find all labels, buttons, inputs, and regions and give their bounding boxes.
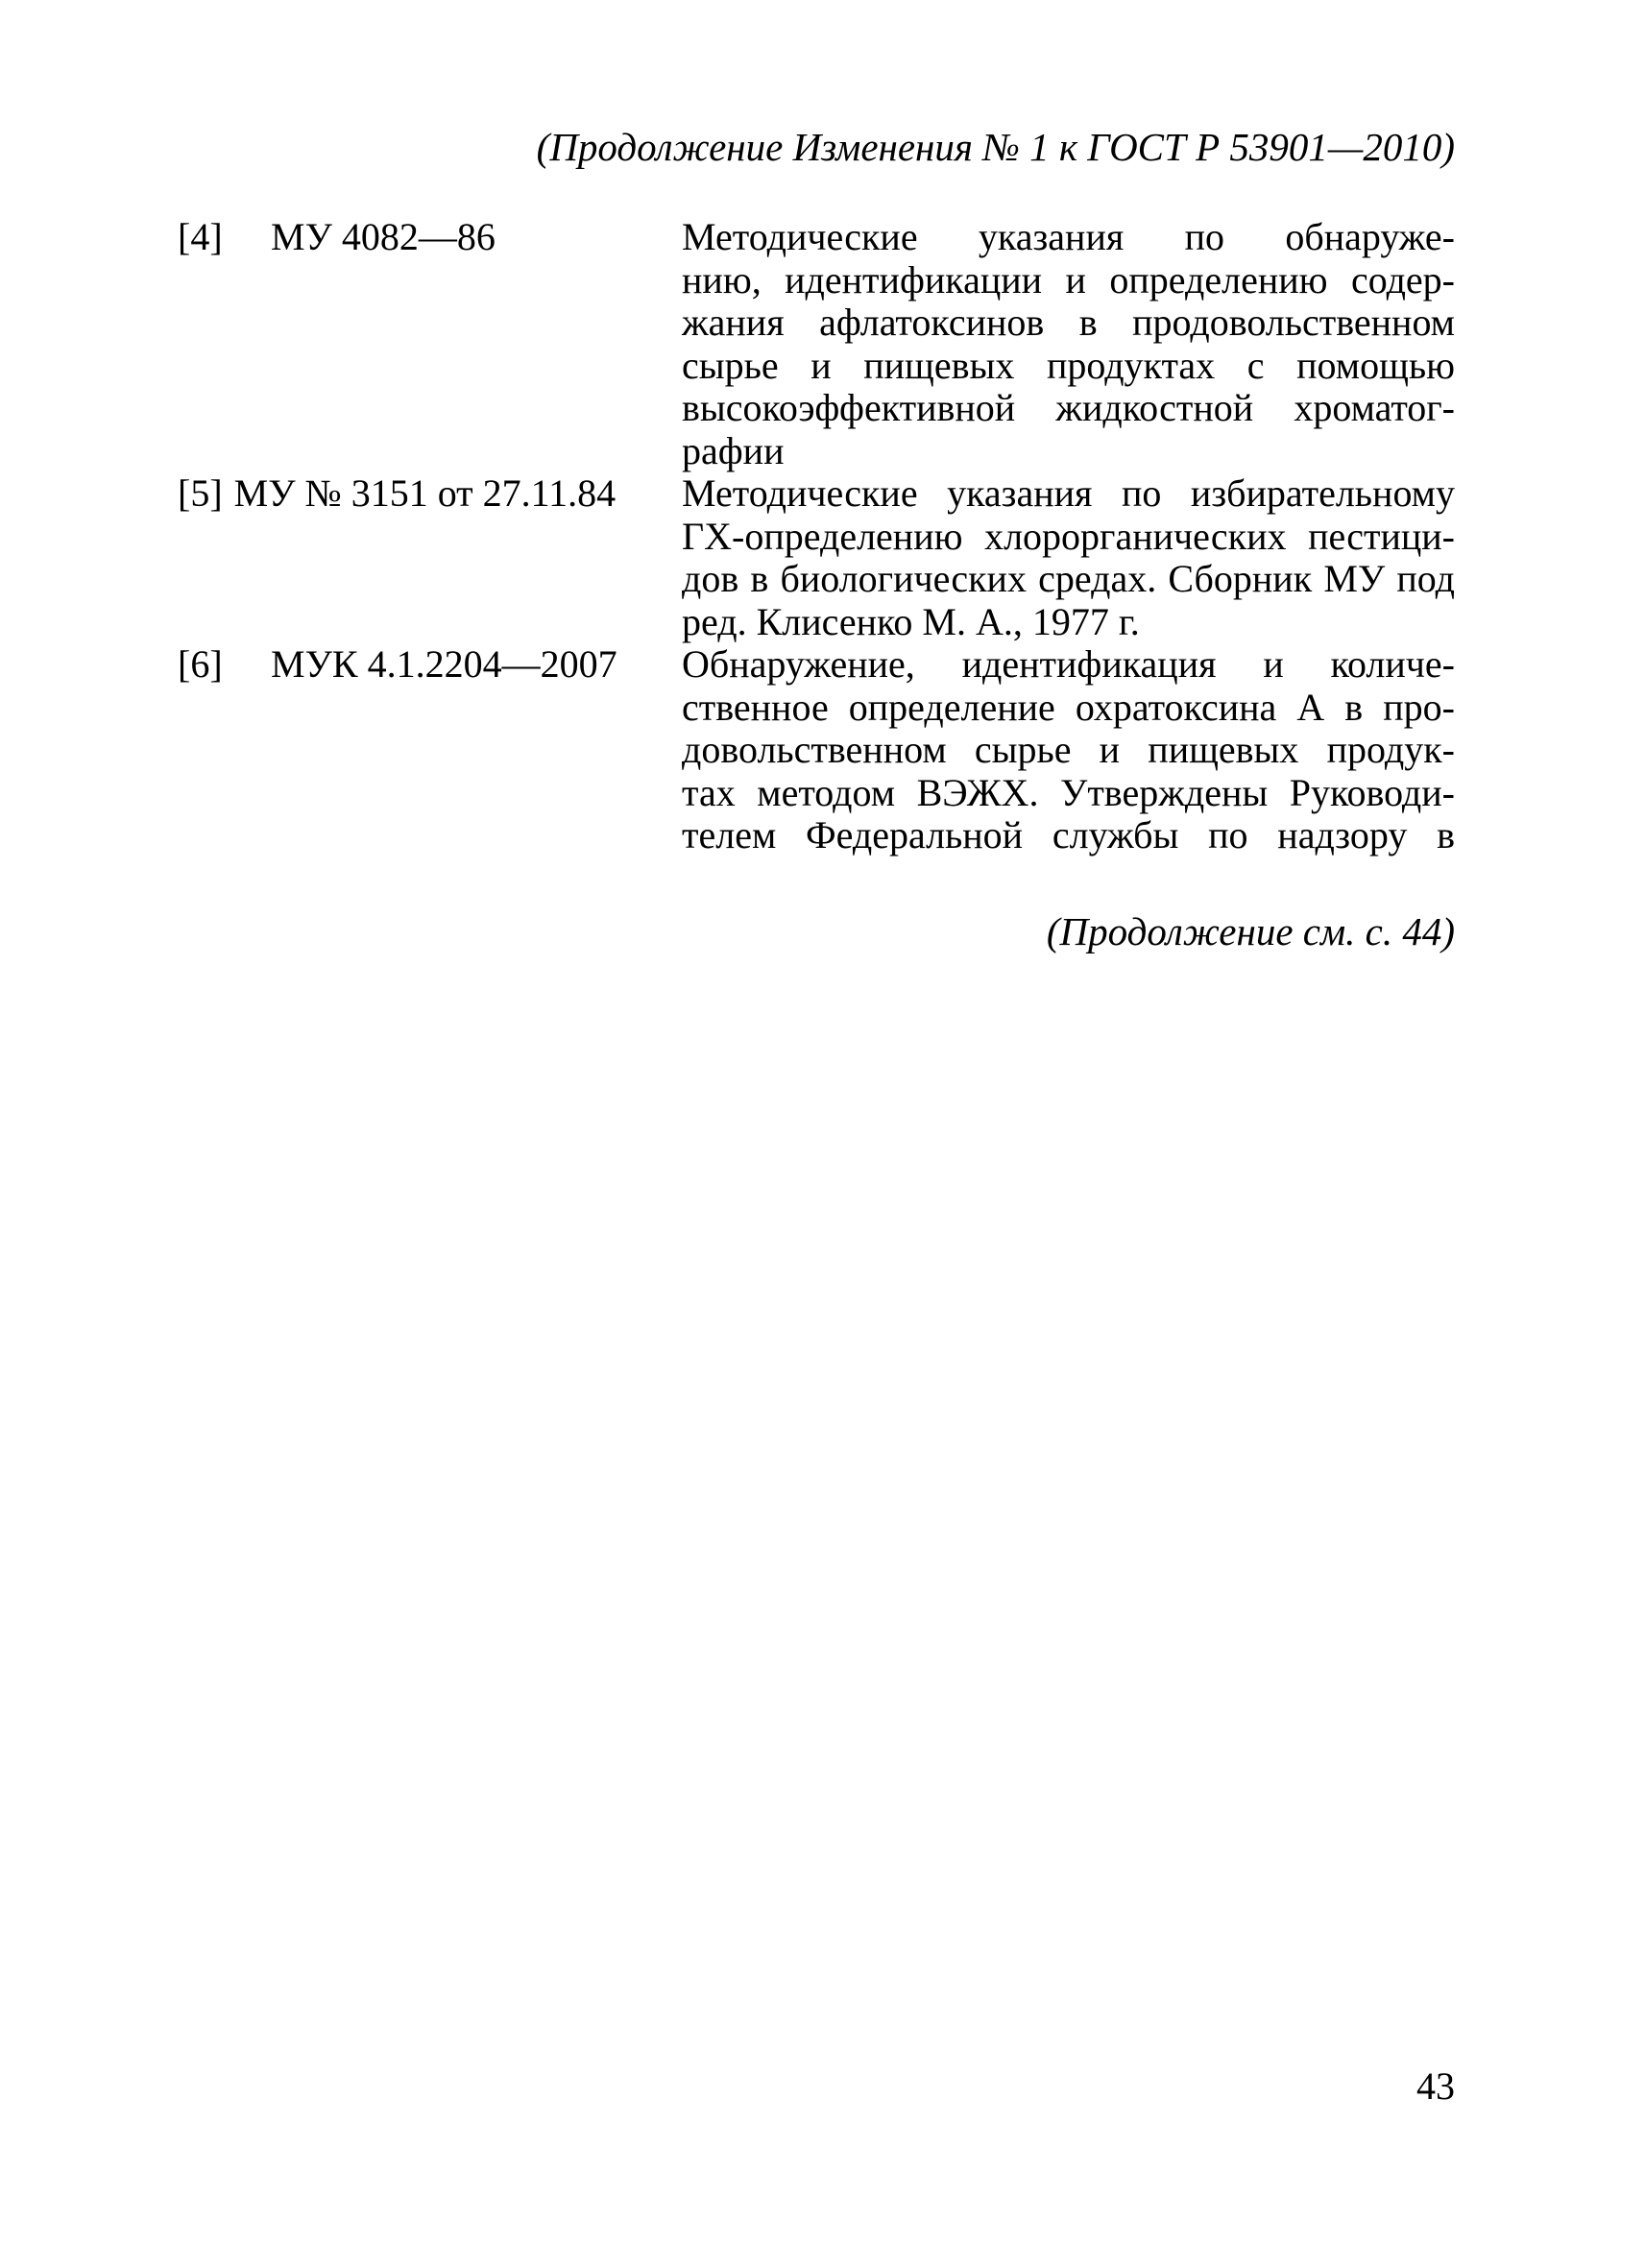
bibliography-list [178,216,1455,857]
reference-line: телем Федеральной службы по надзору в [682,813,1455,857]
reference-number: [5] [178,471,223,515]
reference-line: высокоэффективной жидкостной хроматог- [682,386,1455,429]
reference-description [682,643,1455,857]
continued-note: (Продолжение см. с. 44) [1046,909,1455,953]
reference-line: тах методом ВЭЖХ. Утверждены Руководи- [682,770,1455,814]
reference-item-4 [178,216,1455,472]
reference-code: МУ № 3151 от 27.11.84 [233,471,617,515]
reference-label [178,643,682,857]
reference-line: ред. Клисенко М. А., 1977 г. [682,599,1140,643]
reference-line: ственное определение охратоксина А в про- [682,685,1455,729]
reference-line: нию, идентификации и определению содер- [682,257,1455,302]
reference-line: Обнаружение, идентификация и количе- [682,642,1455,686]
continuation-header: (Продолжение Изменения № 1 к ГОСТ Р 53901—2010) [536,125,1455,169]
reference-line: жания афлатоксинов в продовольственном [682,301,1455,344]
reference-code: МУ 4082—86 [271,215,496,258]
reference-item-6 [178,643,1455,857]
reference-description [682,216,1455,472]
reference-line: Методические указания по избирательному [682,471,1455,515]
reference-line: рафии [682,428,785,472]
reference-code: МУК 4.1.2204—2007 [271,642,617,686]
page-number: 43 [1416,2064,1455,2108]
reference-label [178,216,682,472]
reference-label [178,472,682,643]
reference-number: [4] [178,215,223,258]
reference-item-5 [178,472,1455,643]
reference-description [682,472,1455,643]
reference-line: ГХ-определению хлорорганических пестици- [682,514,1455,558]
reference-line: сырье и пищевых продуктах с помощью [682,343,1455,387]
reference-line: довольственном сырье и пищевых продук- [682,728,1455,771]
reference-number: [6] [178,642,223,686]
reference-line: дов в биологических средах. Сборник МУ под [682,557,1455,600]
reference-line: Методические указания по обнаруже- [682,215,1455,258]
